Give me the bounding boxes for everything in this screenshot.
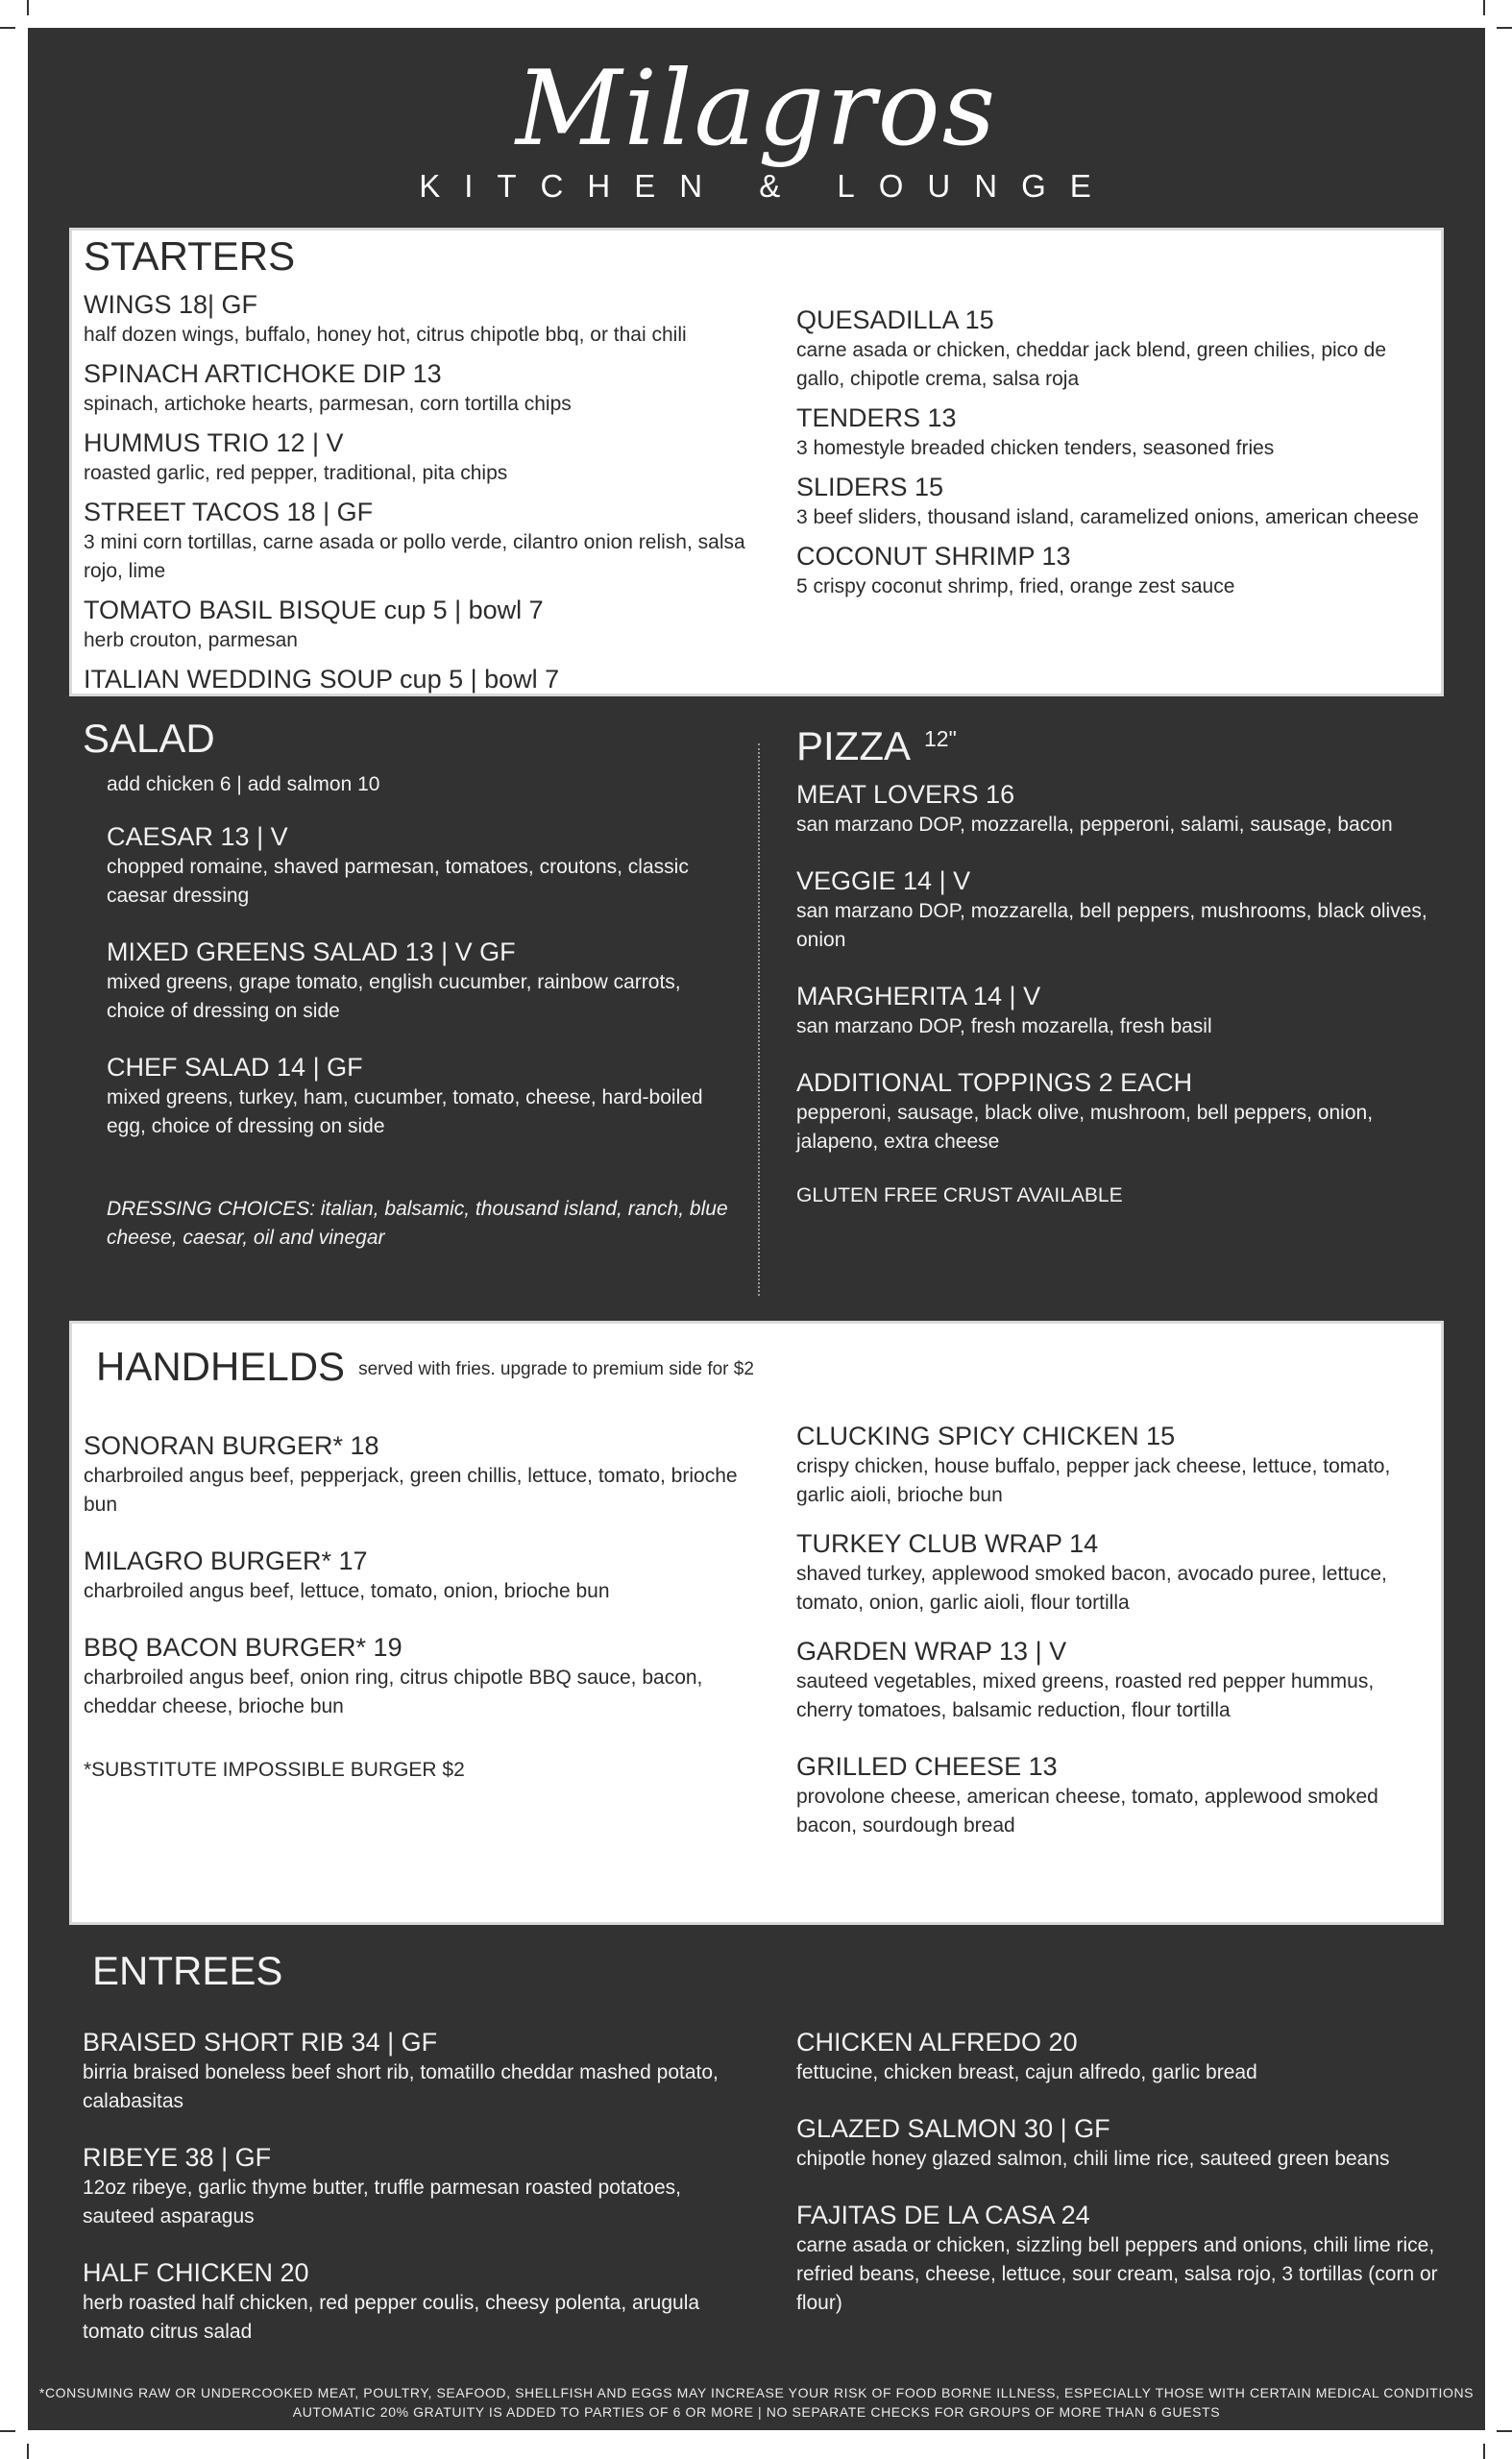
starters-section xyxy=(69,228,1444,696)
item-name: TOMATO BASIL BISQUE cup 5 | bowl 7 xyxy=(84,596,544,624)
column-divider xyxy=(758,743,760,1296)
dressing-choices-note: DRESSING CHOICES: italian, balsamic, thousand island, ranch, blue cheese, caesar, oil and vinegar xyxy=(107,1198,728,1249)
food-safety-disclaimer: *CONSUMING RAW OR UNDERCOOKED MEAT, POULTRY, SEAFOOD, SHELLFISH AND EGGS MAY INCREASE YOUR RISK OF FOOD BORNE ILLNESS, ESPECIALLY THOSE WITH CERTAIN MEDICAL CONDITIONS xyxy=(38,2385,1475,2400)
item-description: fettucine, chicken breast, cajun alfredo, garlic bread xyxy=(796,2061,1257,2083)
crop-mark xyxy=(1497,2430,1512,2432)
menu-item xyxy=(796,402,1430,463)
menu-item xyxy=(107,936,736,1026)
handhelds-subtitle: served with fries. upgrade to premium side for $2 xyxy=(358,1359,754,1379)
handhelds-section xyxy=(69,1321,1444,1925)
item-name: MIXED GREENS SALAD 13 | V GF xyxy=(107,937,516,966)
item-description: roasted garlic, red pepper, traditional, pita chips xyxy=(84,462,508,484)
item-description: charbroiled angus beef, pepperjack, green chillis, lettuce, tomato, brioche bun xyxy=(84,1465,738,1516)
menu-item xyxy=(796,980,1450,1041)
item-description: carne asada or chicken, sizzling bell peppers and onions, chili lime rice, refried beans, cheese, lettuce, sour cream, salsa rojo, 3 tortillas (corn or flour) xyxy=(796,2234,1438,2314)
item-description: sauteed vegetables, mixed greens, roasted red pepper hummus, cherry tomatoes, balsamic reduction, flour tortilla xyxy=(796,1670,1375,1721)
item-description: 12oz ribeye, garlic thyme butter, truffle parmesan roasted potatoes, sauteed asparagus xyxy=(83,2177,681,2228)
menu-page xyxy=(28,28,1485,2430)
entrees-section xyxy=(92,1947,1456,2003)
entrees-right-column xyxy=(796,2026,1450,2325)
menu-item xyxy=(83,2256,745,2347)
item-name: HALF CHICKEN 20 xyxy=(83,2258,309,2287)
footer-disclaimer xyxy=(28,2383,1485,2422)
menu-item xyxy=(84,426,766,488)
item-name: GLAZED SALMON 30 | GF xyxy=(796,2114,1110,2143)
item-description: 3 mini corn tortillas, carne asada or pollo verde, cilantro onion relish, salsa rojo, lime xyxy=(84,531,745,582)
menu-item xyxy=(796,540,1430,601)
menu-item xyxy=(796,2112,1450,2174)
item-name: BRAISED SHORT RIB 34 | GF xyxy=(83,2028,438,2057)
item-name: ADDITIONAL TOPPINGS 2 EACH xyxy=(796,1068,1193,1097)
item-description: provolone cheese, american cheese, tomato, applewood smoked bacon, sourdough bread xyxy=(796,1786,1378,1837)
gluten-free-note: GLUTEN FREE CRUST AVAILABLE xyxy=(796,1184,1123,1206)
item-name: CAESAR 13 | V xyxy=(107,822,288,851)
handhelds-right-column xyxy=(796,1420,1430,1848)
menu-item xyxy=(84,1429,746,1520)
pizza-size: 12" xyxy=(924,726,957,751)
item-description: mixed greens, turkey, ham, cucumber, tomato, cheese, hard-boiled egg, choice of dressing on side xyxy=(107,1086,703,1137)
item-name: MEAT LOVERS 16 xyxy=(796,780,1015,809)
item-description: mixed greens, grape tomato, english cucumber, rainbow carrots, choice of dressing on side xyxy=(107,971,681,1022)
item-name: CLUCKING SPICY CHICKEN 15 xyxy=(796,1422,1176,1450)
menu-item xyxy=(84,663,766,695)
crop-mark xyxy=(1483,2444,1485,2459)
section-title-starters: STARTERS xyxy=(84,233,296,279)
item-description: herb roasted half chicken, red pepper coulis, cheesy polenta, arugula tomato citrus salad xyxy=(83,2292,700,2343)
item-name: CHICKEN ALFREDO 20 xyxy=(796,2028,1078,2057)
item-description: 5 crispy coconut shrimp, fried, orange zest sauce xyxy=(796,575,1235,597)
menu-item xyxy=(796,1066,1450,1156)
section-title-entrees: ENTREES xyxy=(92,1948,283,1993)
item-description: charbroiled angus beef, lettuce, tomato, onion, brioche bun xyxy=(84,1580,610,1602)
item-name: SPINACH ARTICHOKE DIP 13 xyxy=(84,359,442,388)
logo-wordmark: Milagros xyxy=(515,49,998,169)
menu-item xyxy=(796,1635,1430,1725)
item-name: SLIDERS 15 xyxy=(796,473,944,501)
handhelds-left-column xyxy=(84,1429,746,1785)
starters-left-column xyxy=(84,232,766,703)
section-title-pizza xyxy=(796,715,1450,770)
menu-item xyxy=(84,496,766,586)
item-description: pepperoni, sausage, black olive, mushroom, bell peppers, onion, jalapeno, extra cheese xyxy=(796,1102,1374,1153)
item-description: chopped romaine, shaved parmesan, tomatoes, croutons, classic caesar dressing xyxy=(107,856,689,907)
item-name: ITALIAN WEDDING SOUP cup 5 | bowl 7 xyxy=(84,665,560,694)
section-title-handhelds: HANDHELDS xyxy=(96,1344,346,1389)
item-name: RIBEYE 38 | GF xyxy=(83,2143,272,2172)
menu-item xyxy=(796,1750,1430,1840)
item-name: QUESADILLA 15 xyxy=(796,305,994,334)
menu-item xyxy=(84,1631,746,1721)
section-title-salad: SALAD xyxy=(83,716,215,761)
menu-item xyxy=(83,2026,745,2116)
item-name: SONORAN BURGER* 18 xyxy=(84,1431,379,1460)
menu-item xyxy=(84,357,766,419)
menu-item xyxy=(796,2199,1450,2318)
item-description: 3 homestyle breaded chicken tenders, seasoned fries xyxy=(796,437,1275,459)
menu-item xyxy=(796,471,1430,532)
item-description: shaved turkey, applewood smoked bacon, avocado puree, lettuce, tomato, onion, garlic aioli, flour tortilla xyxy=(796,1563,1387,1614)
item-name: STREET TACOS 18 | GF xyxy=(84,498,374,526)
item-name: BBQ BACON BURGER* 19 xyxy=(84,1633,402,1662)
starters-right-column xyxy=(796,304,1430,609)
item-name: MILAGRO BURGER* 17 xyxy=(84,1546,368,1575)
item-description: half dozen wings, buffalo, honey hot, citrus chipotle bbq, or thai chili xyxy=(84,324,687,346)
item-name: MARGHERITA 14 | V xyxy=(796,982,1041,1010)
item-description: san marzano DOP, fresh mozarella, fresh basil xyxy=(796,1015,1212,1037)
item-name: CHEF SALAD 14 | GF xyxy=(107,1053,363,1082)
item-name: HUMMUS TRIO 12 | V xyxy=(84,428,344,457)
salad-section xyxy=(83,715,736,1253)
handhelds-header xyxy=(96,1343,1345,1391)
crop-mark xyxy=(27,0,29,15)
item-description: crispy chicken, house buffalo, pepper jack cheese, lettuce, tomato, garlic aioli, brioche bun xyxy=(796,1455,1391,1506)
tagline: KITCHEN & LOUNGE xyxy=(419,168,1115,204)
item-name: TENDERS 13 xyxy=(796,403,957,432)
item-description: spinach, artichoke hearts, parmesan, corn tortilla chips xyxy=(84,393,572,415)
crop-mark xyxy=(1483,0,1485,15)
item-description: charbroiled angus beef, onion ring, citrus chipotle BBQ sauce, bacon, cheddar cheese, brioche bun xyxy=(84,1667,703,1717)
crop-mark xyxy=(27,2444,29,2459)
gratuity-policy: AUTOMATIC 20% GRATUITY IS ADDED TO PARTIES OF 6 OR MORE | NO SEPARATE CHECKS FOR GROUPS OF MORE THAN 6 GUESTS xyxy=(292,2404,1221,2420)
menu-item xyxy=(796,778,1450,840)
item-name: WINGS 18| GF xyxy=(84,290,258,319)
menu-item xyxy=(796,2026,1450,2087)
menu-item xyxy=(84,288,766,350)
menu-item xyxy=(83,2141,745,2231)
salad-addons: add chicken 6 | add salmon 10 xyxy=(107,773,380,795)
item-description: san marzano DOP, mozzarella, pepperoni, salami, sausage, bacon xyxy=(796,814,1393,836)
menu-item xyxy=(796,304,1430,394)
item-description: birria braised boneless beef short rib, tomatillo cheddar mashed potato, calabasitas xyxy=(83,2061,719,2112)
menu-item xyxy=(107,820,736,911)
menu-item xyxy=(107,1051,736,1141)
menu-item xyxy=(796,864,1450,955)
item-description: san marzano DOP, mozzarella, bell peppers, mushrooms, black olives, onion xyxy=(796,900,1427,951)
item-description: chipotle honey glazed salmon, chili lime rice, sauteed green beans xyxy=(796,2148,1390,2170)
pizza-section xyxy=(796,715,1450,1210)
crop-mark xyxy=(0,27,15,29)
item-name: FAJITAS DE LA CASA 24 xyxy=(796,2201,1090,2229)
crop-mark xyxy=(0,2430,15,2432)
entrees-left-column xyxy=(83,2026,745,2372)
item-name: VEGGIE 14 | V xyxy=(796,866,971,895)
item-description: 3 beef sliders, thousand island, caramelized onions, american cheese xyxy=(796,506,1419,528)
item-name: COCONUT SHRIMP 13 xyxy=(796,542,1071,571)
menu-item xyxy=(796,1527,1430,1618)
item-name: TURKEY CLUB WRAP 14 xyxy=(796,1529,1099,1558)
menu-item xyxy=(796,1420,1430,1510)
starters-left-list xyxy=(84,288,766,695)
item-name: GARDEN WRAP 13 | V xyxy=(796,1637,1067,1666)
menu-item xyxy=(84,594,766,655)
item-description: carne asada or chicken, cheddar jack blend, green chilies, pico de gallo, chipotle crema, salsa roja xyxy=(796,339,1387,390)
crop-mark xyxy=(1497,27,1512,29)
item-description: herb crouton, parmesan xyxy=(84,629,298,651)
menu-item xyxy=(84,1545,746,1606)
item-name: GRILLED CHEESE 13 xyxy=(796,1752,1058,1781)
impossible-burger-note: *SUBSTITUTE IMPOSSIBLE BURGER $2 xyxy=(84,1759,465,1781)
pizza-title: PIZZA xyxy=(796,723,912,768)
